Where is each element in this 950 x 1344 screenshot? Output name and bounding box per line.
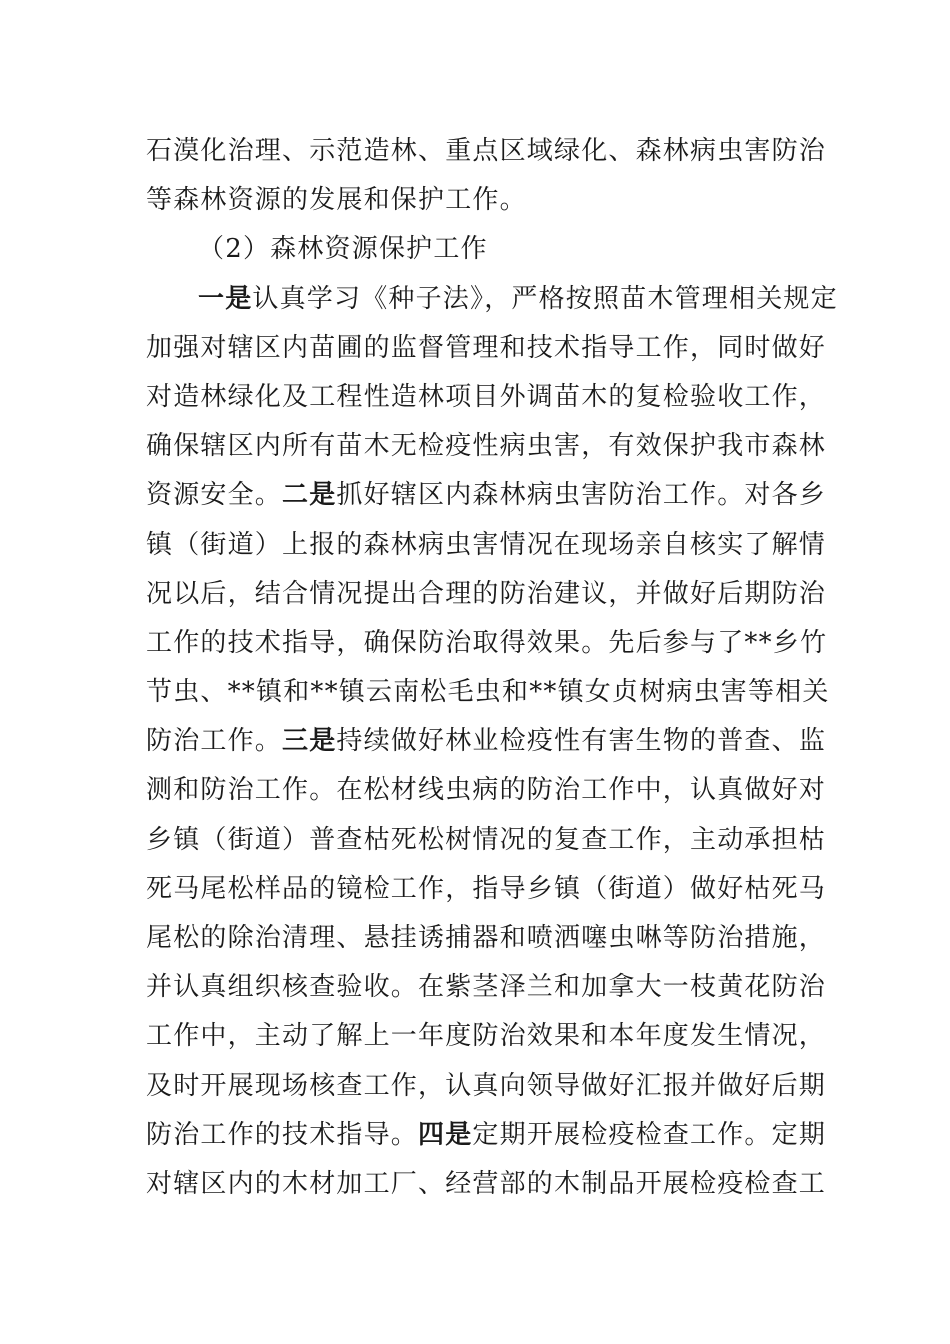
text-line	[146, 422, 827, 471]
text-run: 测和防治工作。在松材线虫病的防治工作中，认真做好对	[146, 775, 827, 806]
text-run: 死马尾松样品的镜检工作，指导乡镇（街道）做好枯死马	[146, 873, 827, 904]
text-line	[146, 865, 827, 914]
text-run: 节虫、**镇和**镇云南松毛虫和**镇女贞树病虫害等相关	[146, 677, 830, 708]
text-run: 对辖区内的木材加工厂、经营部的木制品开展检疫检查工	[146, 1168, 827, 1199]
text-run: 尾松的除治清理、悬挂诱捕器和喷洒噻虫啉等防治措施，	[146, 923, 827, 953]
text-line	[146, 914, 827, 963]
text-run: 工作中，主动了解上一年度防治效果和本年度发生情况，	[146, 1021, 827, 1052]
text-run: 并认真组织核查验收。在紫茎泽兰和加拿大一枝黄花防治	[146, 972, 827, 1003]
text-run: 资源安全。	[146, 480, 283, 511]
text-line	[146, 471, 827, 520]
item-marker: 四是	[418, 1119, 473, 1150]
text-line	[146, 275, 838, 324]
text-line	[146, 521, 827, 570]
text-run: 防治工作的技术指导。	[146, 1119, 419, 1150]
item-marker: 一是	[198, 283, 253, 314]
text-line	[146, 963, 827, 1012]
text-line	[146, 1062, 827, 1111]
text-run: 及时开展现场核查工作，认真向领导做好汇报并做好后期	[146, 1070, 827, 1101]
text-run: 防治工作。	[146, 726, 283, 757]
item-marker: 三是	[282, 726, 337, 757]
text-run: 加强对辖区内苗圃的监督管理和技术指导工作，同时做好	[146, 332, 827, 363]
text-run: 石漠化治理、示范造林、重点区域绿化、森林病虫害防治	[146, 136, 827, 166]
text-line	[146, 225, 802, 274]
text-run: 认真学习《种子法》，严格按照苗木管理相关规定	[252, 283, 838, 314]
text-run: 况以后，结合情况提出合理的防治建议，并做好后期防治	[146, 578, 827, 609]
text-run: 定期开展检疫检查工作。定期	[472, 1119, 827, 1150]
text-run: 持续做好林业检疫性有害生物的普查、监	[336, 726, 827, 757]
text-run: 乡镇（街道）普查枯死松树情况的复查工作，主动承担枯	[146, 824, 827, 855]
text-line	[146, 1160, 827, 1209]
text-line	[146, 668, 830, 717]
text-line	[146, 766, 827, 815]
text-line	[146, 1111, 827, 1160]
text-line	[146, 816, 827, 865]
text-run: 确保辖区内所有苗木无检疫性病虫害，有效保护我市森林	[146, 431, 827, 462]
text-line	[146, 619, 828, 668]
text-line	[146, 570, 827, 619]
text-run: 等森林资源的发展和保护工作。	[146, 185, 527, 216]
text-line	[146, 1012, 827, 1061]
item-marker: 二是	[282, 480, 337, 511]
text-line	[146, 176, 802, 225]
text-run: 对造林绿化及工程性造林项目外调苗木的复检验收工作，	[146, 381, 827, 412]
text-line	[146, 717, 827, 766]
text-line	[146, 324, 827, 373]
text-line	[146, 373, 827, 422]
text-line	[146, 127, 827, 176]
text-run: （2）森林资源保护工作	[198, 234, 488, 265]
text-run: 抓好辖区内森林病虫害防治工作。对各乡	[336, 480, 827, 511]
text-run: 镇（街道）上报的森林病虫害情况在现场亲自核实了解情	[146, 529, 827, 560]
body-text	[146, 127, 838, 1209]
text-run: 工作的技术指导，确保防治取得效果。先后参与了**乡竹	[146, 627, 828, 658]
